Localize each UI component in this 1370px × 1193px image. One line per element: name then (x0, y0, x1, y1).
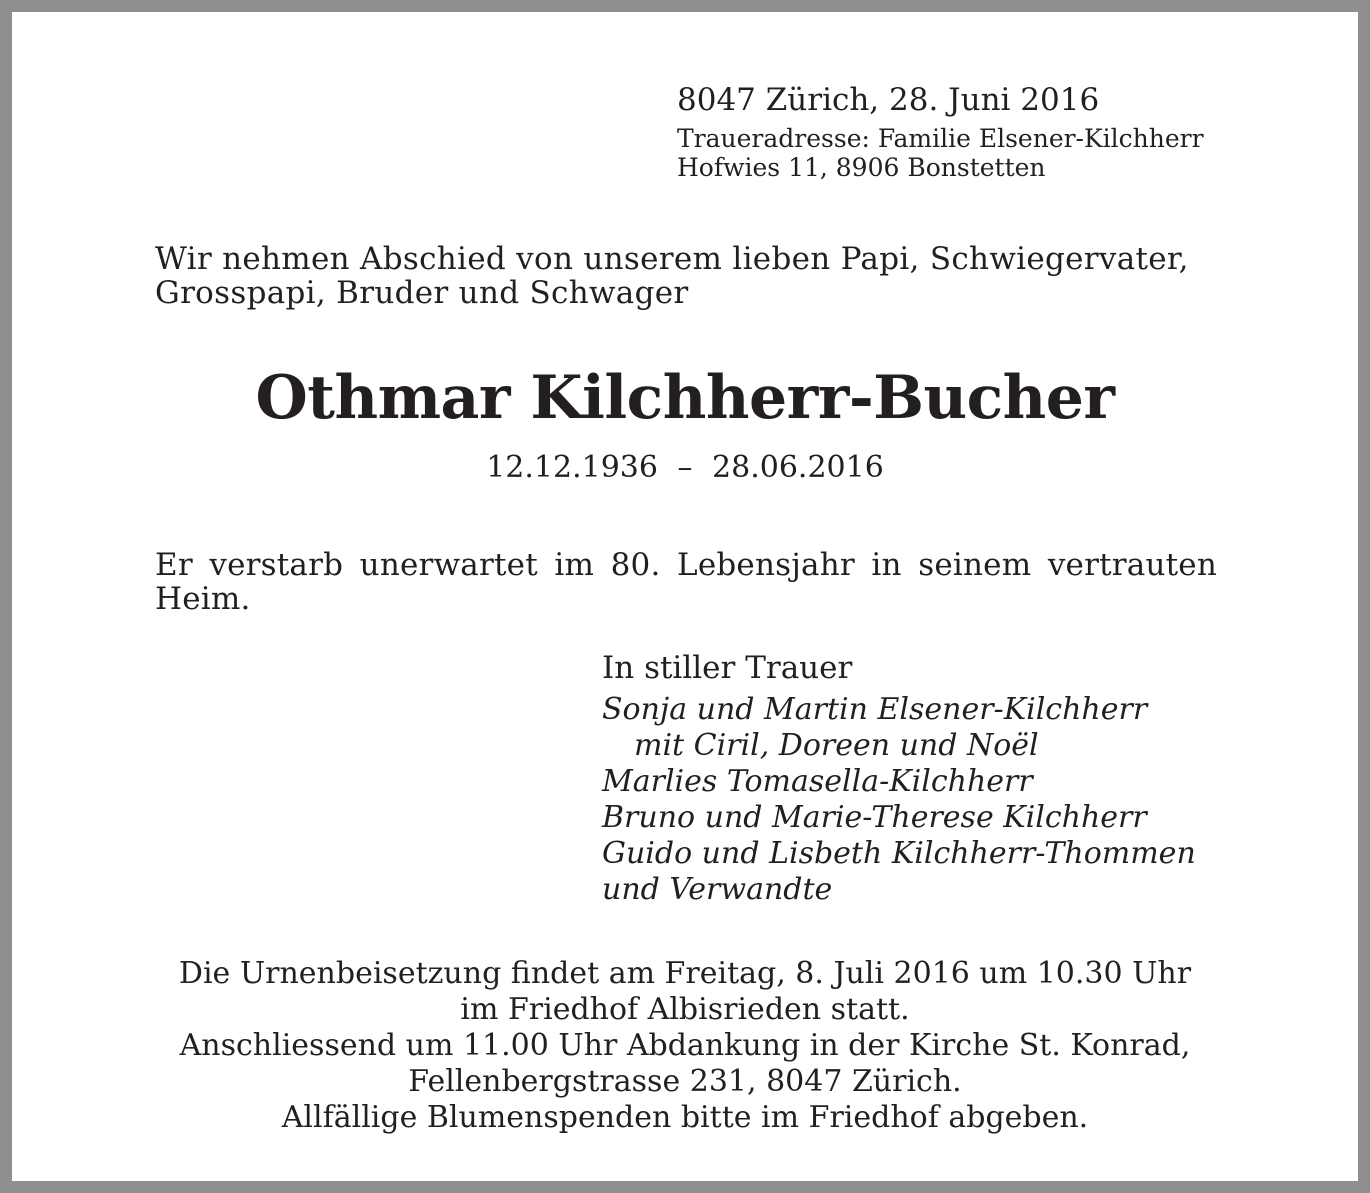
mourner-line: Sonja und Martin Elsener-Kilchherr (602, 692, 1148, 727)
service-line: Allfällige Blumenspenden bitte im Friedhof abgeben. (281, 1100, 1089, 1135)
mourner-line: und Verwandte (602, 872, 833, 907)
death-statement: Er verstarb unerwartet im 80. Lebensjahr in seinem vertrauten Heim. (155, 547, 1217, 617)
mourning-address (677, 124, 1204, 182)
mourner-line: Marlies Tomasella-Kilchherr (602, 764, 1033, 799)
place-date: 8047 Zürich, 28. Juni 2016 (677, 82, 1100, 118)
intro-text (155, 242, 1189, 310)
mourners-list (602, 692, 1196, 908)
mourner-line: Bruno und Marie-Therese Kilchherr (602, 800, 1147, 835)
address-line: Traueradresse: Familie Elsener-Kilchherr (677, 124, 1204, 153)
grief-heading: In stiller Trauer (602, 650, 853, 686)
mourner-line: Guido und Lisbeth Kilchherr-Thommen (602, 836, 1196, 871)
obituary-notice (12, 12, 1358, 1181)
intro-line: Wir nehmen Abschied von unserem lieben Papi, Schwiegervater, (155, 241, 1189, 277)
life-dates: 12.12.1936 – 28.06.2016 (486, 450, 884, 485)
mourner-line: mit Ciril, Doreen und Noël (634, 728, 1039, 763)
service-line: Anschliessend um 11.00 Uhr Abdankung in der Kirche St. Konrad, (179, 1028, 1191, 1063)
address-line: Hofwies 11, 8906 Bonstetten (677, 153, 1046, 182)
intro-line: Grosspapi, Bruder und Schwager (155, 275, 689, 311)
service-line: Die Urnenbeisetzung findet am Freitag, 8. Juli 2016 um 10.30 Uhr (178, 956, 1192, 991)
service-info (12, 956, 1358, 1136)
deceased-name: Othmar Kilchherr-Bucher (255, 363, 1115, 433)
service-line: Fellenbergstrasse 231, 8047 Zürich. (408, 1064, 962, 1099)
service-line: im Friedhof Albisrieden statt. (460, 992, 910, 1027)
